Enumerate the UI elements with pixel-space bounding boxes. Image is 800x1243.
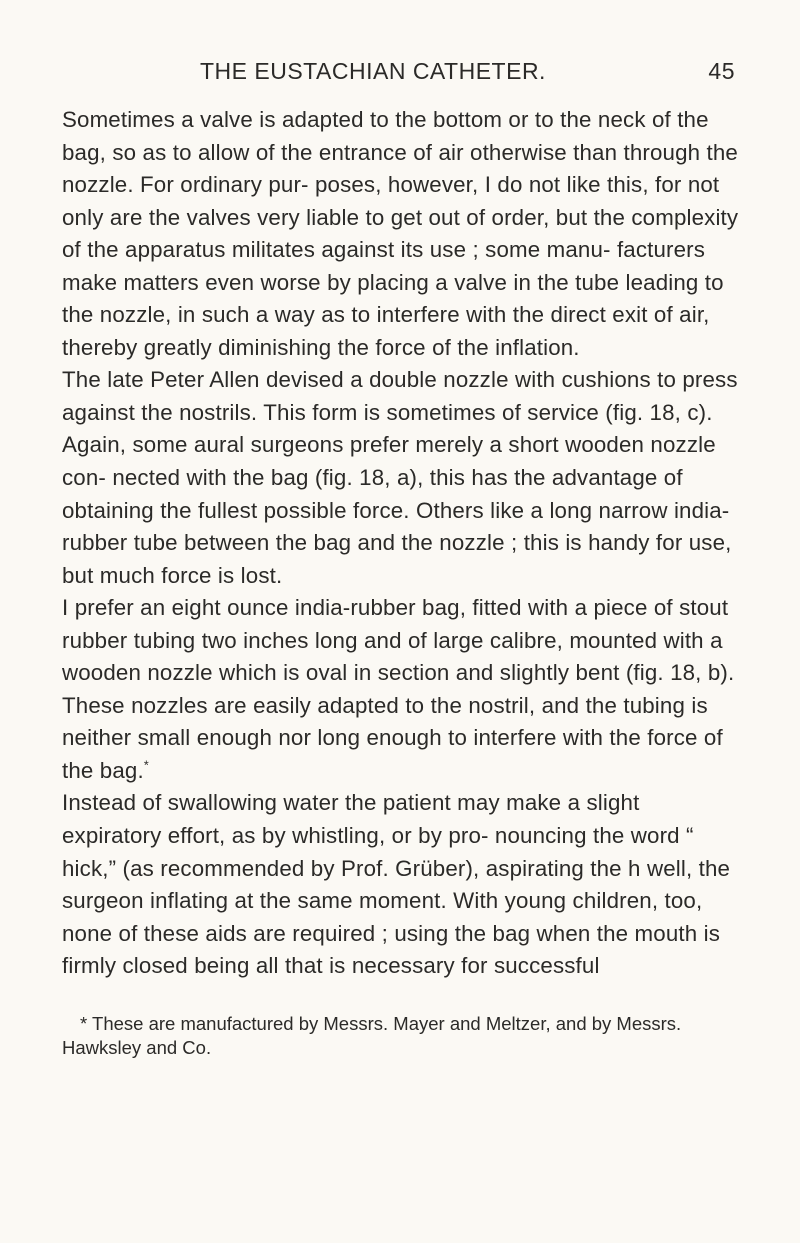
paragraph-expiratory-effort: Instead of swallowing water the patient may make a slight expiratory effort, as by whistling, or by pro- nouncing the word “ hick,” (as recommended by Prof. Grüber), aspirating the h well, the surgeon inflating at the same moment. With young children, too, none of these aids are required ; using the bag when the mouth is firmly closed being all that is necessary for successful (62, 790, 731, 979)
paragraph-india-rubber-bag-text: I prefer an eight ounce india-rubber bag, fitted with a piece of stout rubber tubing two inches long and of large calibre, mounted with a wooden nozzle which is oval in section and slightly bent (fig. 18, b). These nozzles are easily adapted to the nostril, and the tubing is neither small enough nor long enough to interfere with the force of the bag. (62, 595, 735, 783)
paragraph-valve: Sometimes a valve is adapted to the bottom or to the neck of the bag, so as to allow of the entrance of air otherwise than through the nozzle. For ordinary pur- poses, however, I do not like this, for not only are the valves very liable to get out of order, but the complexity of the apparatus militates against its use ; some manu- facturers make matters even worse by placing a valve in the tube leading to the nozzle, in such a way as to interfere with the direct exit of air, thereby greatly diminishing the force of the inflation. (62, 107, 739, 360)
paragraph-india-rubber-bag (62, 592, 742, 787)
page-number: 45 (708, 58, 735, 84)
footnote-mark: * (80, 1013, 88, 1034)
running-title: THE EUSTACHIAN CATHETER. (200, 58, 546, 84)
paragraph-double-nozzle: The late Peter Allen devised a double nozzle with cushions to press against the nostrils. This form is sometimes of service (fig. 18, c). Again, some aural surgeons prefer merely a short wooden nozzle con- nected with the bag (fig. 18, a), this has the advantage of obtaining the fullest possible force. Others like a long narrow india-rubber tube between the bag and the nozzle ; this is handy for use, but much force is lost. (62, 367, 738, 588)
footnote-text: These are manufactured by Messrs. Mayer and Meltzer, and by Messrs. Hawksley and Co. (62, 1013, 682, 1058)
footnote (62, 1012, 742, 1060)
body-text (62, 104, 742, 983)
footnote-reference: * (143, 757, 150, 773)
running-head (150, 58, 735, 92)
